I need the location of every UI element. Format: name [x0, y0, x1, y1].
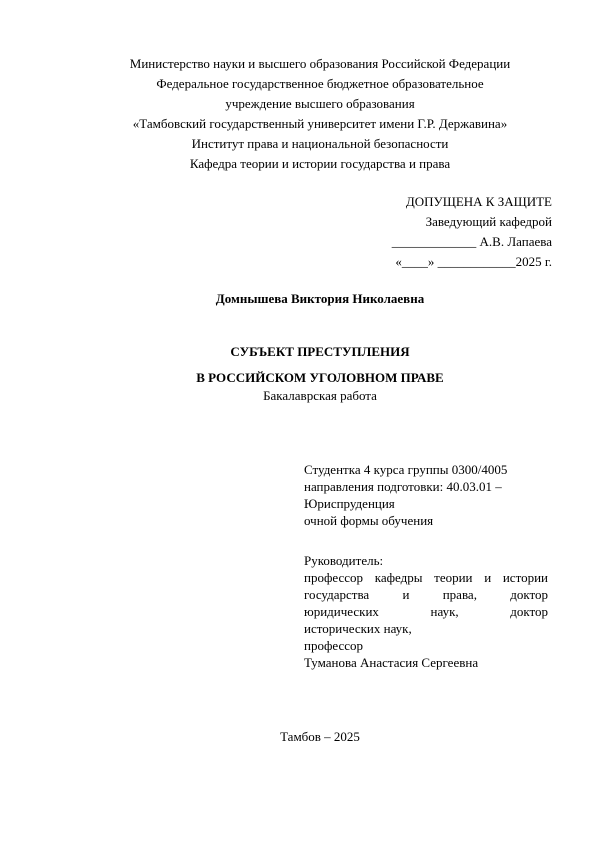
student-line-1: Студентка 4 курса группы 0300/4005 — [304, 462, 508, 477]
ministry-line: Министерство науки и высшего образования Российской Федерации — [129, 56, 511, 71]
student-info — [304, 461, 548, 529]
approval-role: Заведующий кафедрой — [425, 214, 552, 229]
institution-line-1: Федеральное государственное бюджетное образовательное — [156, 76, 484, 91]
city-year: Тамбов – 2025 — [280, 729, 360, 744]
supervisor-line-2: государства и права, доктор — [304, 587, 548, 602]
thesis-title-line-2: В РОССИЙСКОМ УГОЛОВНОМ ПРАВЕ — [196, 370, 444, 385]
student-line-4: очной формы обучения — [304, 513, 434, 528]
supervisor-label: Руководитель: — [304, 553, 384, 568]
supervisor-line-5: профессор — [304, 638, 364, 653]
supervisor-line-3: юридических наук, доктор — [304, 604, 548, 619]
university-line: «Тамбовский государственный университет имени Г.Р. Державина» — [132, 116, 508, 131]
supervisor-line-4: исторических наук, — [304, 621, 412, 636]
department-line: Кафедра теории и истории государства и права — [189, 156, 451, 171]
author-name: Домнышева Виктория Николаевна — [215, 291, 425, 306]
work-type: Бакалаврская работа — [263, 388, 377, 403]
student-line-2: направления подготовки: 40.03.01 – — [304, 479, 502, 494]
approval-block — [392, 192, 552, 272]
institution-line-2: учреждение высшего образования — [225, 96, 415, 111]
supervisor-info — [304, 552, 548, 671]
approval-signature-line: _____________ А.В. Лапаева — [391, 234, 552, 249]
organization-header — [60, 54, 580, 174]
approval-date-line: «____» ____________2025 г. — [395, 254, 552, 269]
approval-heading: ДОПУЩЕНА К ЗАЩИТЕ — [405, 194, 552, 209]
supervisor-name: Туманова Анастасия Сергеевна — [304, 655, 479, 670]
student-line-3: Юриспруденция — [304, 496, 395, 511]
supervisor-line-1: профессор кафедры теории и истории — [304, 570, 548, 585]
institute-line: Институт права и национальной безопасности — [191, 136, 449, 151]
thesis-title-line-1: СУБЪЕКТ ПРЕСТУПЛЕНИЯ — [230, 344, 410, 359]
thesis-title — [60, 339, 580, 391]
